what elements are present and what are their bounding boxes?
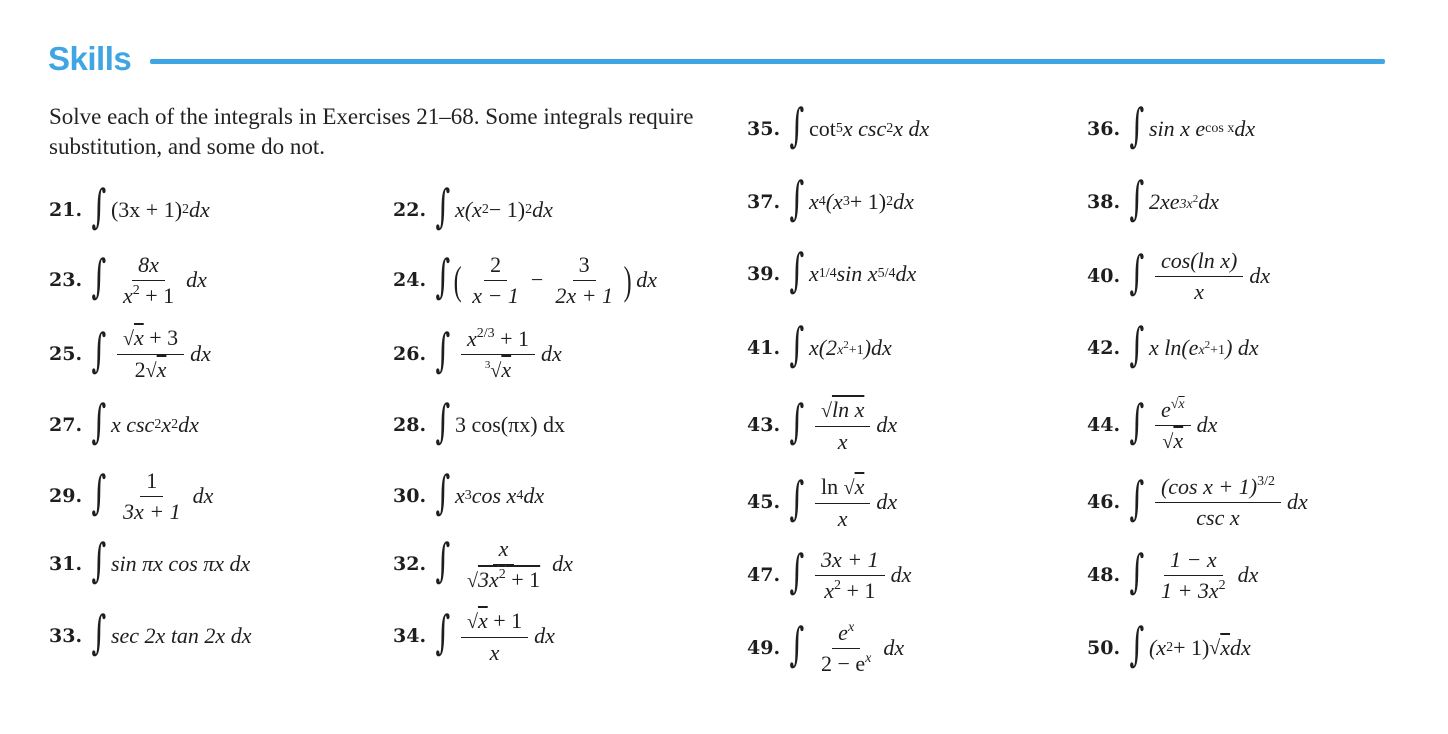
exercise-number: 48. bbox=[1087, 564, 1121, 586]
exercise-42: 42. ∫ x ln(e $x^2+1$ ) dx bbox=[1087, 317, 1259, 371]
fraction: $\frac{8x}{x^2 + 1}$ bbox=[122, 252, 175, 308]
exercise-number: 36. bbox=[1087, 118, 1121, 140]
fraction: $\frac{e^x}{2 - e^x}$ bbox=[820, 620, 872, 676]
exercise-45: 45. ∫ $\frac{\ln √x}{x}$ dx bbox=[747, 471, 898, 531]
fraction: $\frac{1 - x}{1 + 3x^2}$ bbox=[1160, 547, 1226, 603]
exercise-number: 46. bbox=[1087, 491, 1121, 513]
exercise-26: 26. ∫ $\frac{x^{2/3} + 1}{^3√x}$ dx bbox=[393, 323, 562, 382]
integral-sign: ∫ bbox=[91, 179, 107, 233]
integral-sign: ∫ bbox=[789, 171, 805, 225]
exercise-33: 33. ∫ sec 2x tan 2x dx bbox=[49, 605, 252, 659]
exercise-47: 47. ∫ $\frac{3x + 1}{x^2 + 1}$ dx bbox=[747, 544, 912, 603]
exercise-29: 29. ∫ $\frac{1}{3x + 1}$ dx bbox=[49, 465, 214, 524]
exercise-50: 50. ∫ (x 2 + 1) √ x dx bbox=[1087, 617, 1251, 671]
integral-sign: ∫ bbox=[435, 465, 451, 519]
fraction: $\frac{1}{3x + 1}$ bbox=[122, 468, 181, 524]
integral-sign: ∫ bbox=[789, 471, 805, 525]
fraction: $\frac{\text{cos(ln x)}}{x}$ bbox=[1155, 247, 1243, 305]
exercise-37: 37. ∫ x 4 (x 3 + 1) 2 dx bbox=[747, 171, 914, 225]
exercise-number: 30. bbox=[393, 485, 427, 507]
exercise-34: 34. ∫ $\frac{√x + 1}{x}$ dx bbox=[393, 605, 555, 665]
exercise-43: 43. ∫ $\frac{\text{√ln x}}{x}$ dx bbox=[747, 394, 898, 454]
exercise-32: 32. ∫ $\frac{x}{√3x^2 + 1}$ dx bbox=[393, 533, 573, 592]
integral-sign: ∫ bbox=[91, 323, 107, 377]
exercise-number: 28. bbox=[393, 414, 427, 436]
integral-sign: ∫ bbox=[435, 605, 451, 659]
integral-sign: ∫ bbox=[435, 179, 451, 233]
integral-sign: ∫ bbox=[1129, 98, 1145, 152]
exercise-35: 35. ∫ cot 5 x csc 2 x dx bbox=[747, 98, 930, 152]
exercise-number: 37. bbox=[747, 191, 781, 213]
integral-sign: ∫ bbox=[789, 317, 805, 371]
integral-sign: ∫ bbox=[1129, 471, 1145, 525]
exercise-36: 36. ∫ sin x e cos x dx bbox=[1087, 98, 1256, 152]
exercise-number: 24. bbox=[393, 269, 427, 291]
exercise-number: 45. bbox=[747, 491, 781, 513]
exercise-number: 32. bbox=[393, 553, 427, 575]
integral-sign: ∫ bbox=[789, 98, 805, 152]
exercise-30: 30. ∫ x 3 cos x 4 dx bbox=[393, 465, 545, 519]
exercise-21: 21. ∫ (3x + 1) 2 dx bbox=[49, 179, 210, 233]
integral-sign: ∫ bbox=[1129, 617, 1145, 671]
exercise-31: 31. ∫ sin πx cos πx dx bbox=[49, 533, 251, 587]
exercise-number: 31. bbox=[49, 553, 83, 575]
fraction: $\frac{3}{2x + 1}$ bbox=[555, 252, 613, 308]
exercise-number: 35. bbox=[747, 118, 781, 140]
integral-sign: ∫ bbox=[91, 465, 107, 519]
fraction: $\frac{3x + 1}{x^2 + 1}$ bbox=[815, 546, 885, 604]
fraction: $\frac{√x + 3}{2√x}$ bbox=[117, 324, 184, 384]
integral-sign: ∫ bbox=[91, 605, 107, 659]
fraction: $\frac{2}{x - 1}$ bbox=[472, 252, 519, 308]
integral-sign: ∫ bbox=[91, 249, 107, 303]
integral-sign: ∫ bbox=[1129, 317, 1145, 371]
fraction: $\frac{√x + 1}{x}$ bbox=[461, 607, 528, 666]
fraction: $\frac{\ln √x}{x}$ bbox=[815, 473, 870, 532]
exercise-number: 21. bbox=[49, 199, 83, 221]
integral-sign: ∫ bbox=[789, 617, 805, 671]
exercise-25: 25. ∫ $\frac{√x + 3}{2√x}$ dx bbox=[49, 323, 211, 382]
exercise-number: 40. bbox=[1087, 265, 1121, 287]
exercise-48: 48. ∫ $\frac{1 - x}{1 + 3x^2}$ dx bbox=[1087, 544, 1259, 603]
exercise-number: 47. bbox=[747, 564, 781, 586]
integral-sign: ∫ bbox=[1129, 544, 1145, 598]
exercise-number: 23. bbox=[49, 269, 83, 291]
exercise-number: 49. bbox=[747, 637, 781, 659]
integral-sign: ∫ bbox=[789, 243, 805, 297]
integral-sign: ∫ bbox=[1129, 394, 1145, 448]
exercise-40: 40. ∫ $\frac{\text{cos(ln x)}}{x}$ dx bbox=[1087, 245, 1271, 304]
exercise-23: 23. ∫ $\frac{8x}{x^2 + 1}$ dx bbox=[49, 249, 207, 308]
exercise-number: 25. bbox=[49, 343, 83, 365]
exercise-number: 34. bbox=[393, 625, 427, 647]
exercise-number: 27. bbox=[49, 414, 83, 436]
integral-sign: ∫ bbox=[435, 394, 451, 448]
integral-sign: ∫ bbox=[1129, 245, 1145, 299]
exercise-number: 29. bbox=[49, 485, 83, 507]
exercise-number: 38. bbox=[1087, 191, 1121, 213]
exercise-number: 44. bbox=[1087, 414, 1121, 436]
integral-sign: ∫ bbox=[1129, 171, 1145, 225]
section-title: Skills bbox=[48, 40, 132, 77]
intro-text: Solve each of the integrals in Exercises 21–68. Some integrals require substitution, and some do not. bbox=[49, 104, 694, 159]
exercise-number: 39. bbox=[747, 263, 781, 285]
fraction: $\frac{x^{2/3} + 1}{^3√x}$ bbox=[461, 325, 535, 384]
exercise-22: 22. ∫ x(x 2 − 1) 2 dx bbox=[393, 179, 553, 233]
fraction: $\frac{x}{√3x^2 + 1}$ bbox=[466, 535, 541, 592]
exercise-number: 22. bbox=[393, 199, 427, 221]
fraction: $\frac{(\cos x + 1)^{3/2}}{\text{csc x}}$ bbox=[1155, 473, 1281, 531]
integral-sign: ∫ bbox=[435, 323, 451, 377]
integral-sign: ∫ bbox=[789, 394, 805, 448]
exercise-number: 50. bbox=[1087, 637, 1121, 659]
exercise-number: 33. bbox=[49, 625, 83, 647]
fraction: $\frac{e^{√x}}{√x}$ bbox=[1155, 396, 1191, 455]
exercise-24: 24. ∫ ( $\frac{2}{x - 1}$ − $\frac{3}{2x + 1}$ ) dx bbox=[393, 249, 658, 308]
exercise-28: 28. ∫ 3 cos(πx) dx bbox=[393, 394, 566, 448]
exercise-41: 41. ∫ x(2 $x^2+1$ )dx bbox=[747, 317, 892, 371]
exercise-number: 42. bbox=[1087, 337, 1121, 359]
exercise-39: 39. ∫ x 1/4 sin x 5/4 dx bbox=[747, 243, 917, 297]
exercise-number: 26. bbox=[393, 343, 427, 365]
integral-sign: ∫ bbox=[91, 394, 107, 448]
exercise-number: 41. bbox=[747, 337, 781, 359]
title-rule bbox=[150, 59, 1385, 64]
integral-sign: ∫ bbox=[435, 533, 451, 587]
integral-sign: ∫ bbox=[435, 249, 451, 303]
exercise-44: 44. ∫ $\frac{e^{√x}}{√x}$ dx bbox=[1087, 394, 1218, 453]
fraction: $\frac{\text{√ln x}}{x}$ bbox=[815, 396, 870, 455]
exercise-38: 38. ∫ 2xe $3x^2$ dx bbox=[1087, 171, 1219, 225]
exercise-49: 49. ∫ $\frac{e^x}{2 - e^x}$ dx bbox=[747, 617, 905, 676]
exercise-27: 27. ∫ x csc 2 x 2 dx bbox=[49, 394, 199, 448]
integral-sign: ∫ bbox=[91, 533, 107, 587]
integral-sign: ∫ bbox=[789, 544, 805, 598]
exercise-number: 43. bbox=[747, 414, 781, 436]
exercise-46: 46. ∫ $\frac{(\cos x + 1)^{3/2}}{\text{csc x}}$ dx bbox=[1087, 471, 1308, 530]
